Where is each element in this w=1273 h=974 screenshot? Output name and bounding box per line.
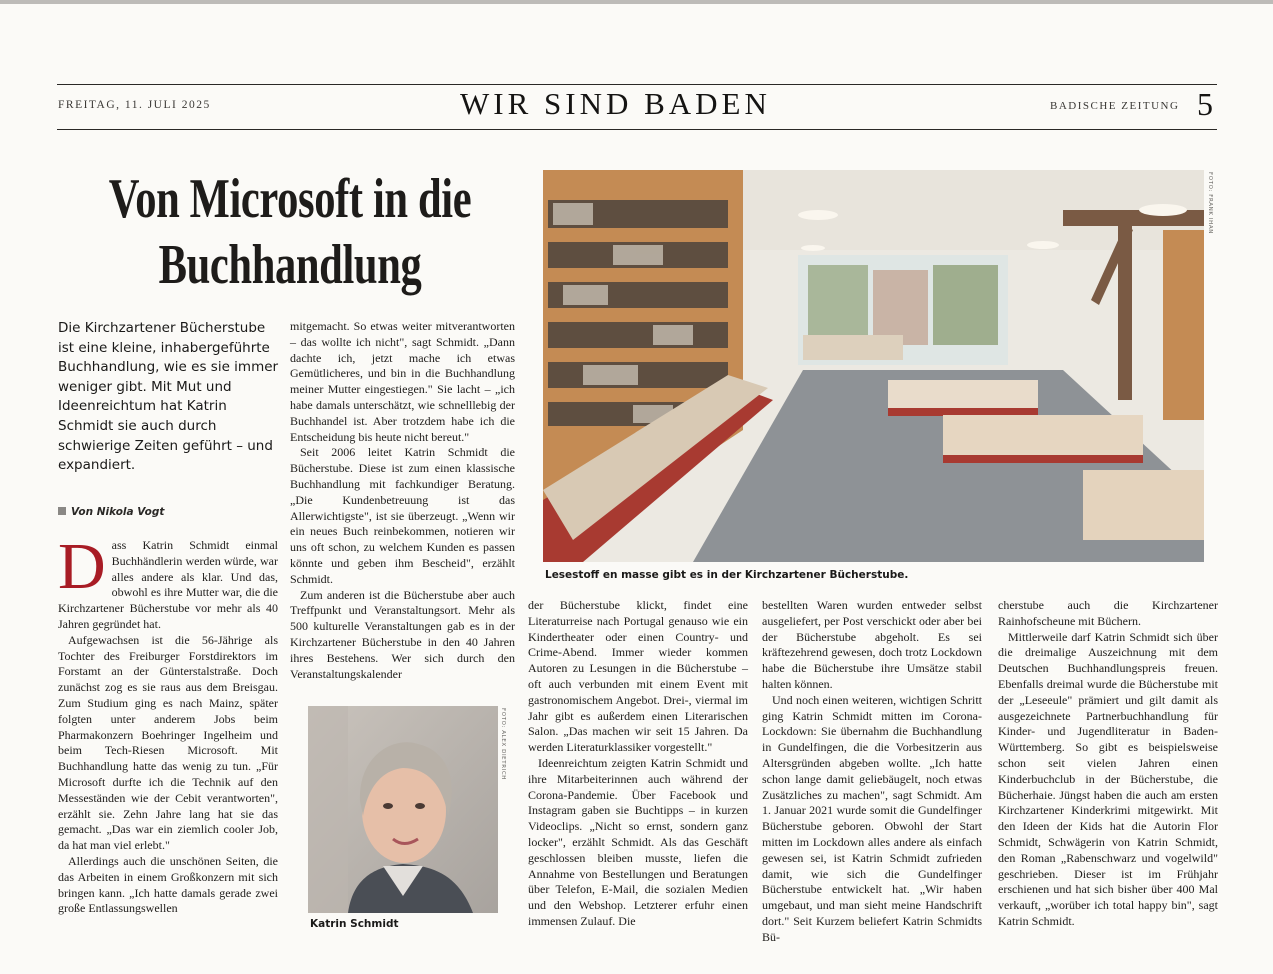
article-lead: Die Kirchzartener Bücherstube ist eine kleine, inhabergeführte Buchhandlung, wie es sie immer weniger gibt. Mit Mut und Ideenreichtum hat Katrin Schmidt sie auch durch schwierige Zeiten geführt – und expandiert. [58, 320, 279, 474]
drop-cap: D [58, 530, 106, 603]
portrait-photo [308, 706, 498, 913]
paragraph: mitgemacht. So etwas weiter mitverantworten – das wollte ich nicht", sagt Schmidt. „Dann dachte ich, jetzt mache ich etwas Gemütlicheres, und bin in die Buchhandlung meiner Mutter eingestiegen." Sie lacht – „ich habe damals unterschätzt, wie schnelllebig der Buchhandel ist. Aber trotzdem habe ich die Entscheidung bis heute nicht bereut." [290, 319, 515, 444]
masthead-top-rule [57, 84, 1217, 85]
article-column-3 [528, 598, 748, 934]
byline-text: Von Nikola Vogt [71, 506, 165, 518]
paragraph: cherstube auch die Kirchzartener Rainhofscheune mit Büchern. [998, 598, 1218, 628]
masthead-bottom-rule [57, 129, 1217, 130]
bookstore-image [543, 170, 1204, 562]
page-number: 5 [1197, 86, 1213, 122]
paragraph: bestellten Waren wurden entweder selbst ausgeliefert, per Post verschickt oder aber bei der Bücherstube abgeholt. Es sei kräftezehrend gewesen, doch trotz Lockdown habe die Bücherstube ihre Umsätze stabil halten können. [762, 598, 982, 691]
paragraph: Seit 2006 leitet Katrin Schmidt die Bücherstube. Diese ist zum einen klassische Buchhandlung mit fachkundiger Beratung. „Die Kundenbetreuung ist das Allerwichtigste", ist sie überzeugt. „Wenn wir ein neues Buch reinbekommen, notieren wir uns oft schon, zu welchem Kunden es passen könnte und geben ihm Bescheid", erzählt Schmidt. [290, 445, 515, 586]
masthead-date: FREITAG, 11. JULI 2025 [58, 99, 211, 111]
article-column-1 [58, 530, 278, 933]
portrait-caption: Katrin Schmidt [310, 918, 399, 930]
main-photo-credit: FOTO: FRANK IHAN [1207, 172, 1213, 234]
paragraph: ass Katrin Schmidt einmal Buchhändlerin werden würde, war alles andere als klar. Und das, obwohl es ihre Mutter war, die die Kirchzartener Bücherstube vor mehr als 40 Jahren gegründet hat. [58, 538, 278, 631]
main-photo-caption: Lesestoff en masse gibt es in der Kirchzartener Bücherstube. [545, 569, 909, 581]
article-column-2 [290, 319, 515, 695]
byline [58, 506, 164, 518]
paragraph: Ideenreichtum zeigten Katrin Schmidt und ihre Mitarbeiterinnen auch während der Corona-Pandemie. Über Facebook und Instagram gaben sie Buchtipps – in kurzen Videoclips. „Nicht so ernst, sondern ganz locker", erzählt Schmidt. Als das Geschäft geschlossen bleiben musste, liefen die Annahme von Bestellungen und Beratungen über Telefon, E-Mail, die sozialen Medien und den Webshop. Letzterer erfuhr einen immensen Zulauf. Die [528, 755, 748, 928]
byline-square-icon [58, 507, 66, 515]
article-column-5 [998, 598, 1218, 934]
paragraph: der Bücherstube klickt, findet eine Literaturreise nach Portugal genauso wie ein Kindertheater oder einen Country- und Crime-Abend. Immer wieder kommen Autoren zu Lesungen in die Bücherstube – oft auch verbunden mit einem Event mit gastronomischem Angebot. Drei-, viermal im Jahr gibt es außerdem einen Literarischen Salon. „Das machen wir seit 15 Jahren. Da werden Literaturklassiker vorgestellt." [528, 598, 748, 755]
article-column-4 [762, 598, 982, 944]
paragraph: Aufgewachsen ist die 56-Jährige als Tochter des Freiburger Forstdirektors im Forstamt an der Günterstalstraße. Doch zunächst zog es sie raus aus dem Breisgau. Zum Studium ging es nach Mainz, später folgten unter anderem Jobs beim Pharmakonzern Boehringer Ingelheim und beim Tech-Riesen Microsoft. Mit Buchhandlung hatte das wenig zu tun. „Für Microsoft durfte ich die Technik auf den Messeständen wie der Cebit verantworten", erzählt sie. Zehn Jahre lang hat sie das gemacht. „Das war ein ziemlich cooler Job, da hat man viel erlebt." [58, 632, 278, 853]
top-border [0, 0, 1273, 4]
paragraph: Und noch einen weiteren, wichtigen Schritt ging Katrin Schmidt mitten im Corona-Lockdown: Sie übernahm die Buchhandlung in Gundelfingen, die die Vorbesitzerin aus Altersgründen abgeben wollte. „Ich hatte schon lange damit geliebäugelt, noch etwas Zusätzliches zu machen", sagt Schmidt. Am 1. Januar 2021 wurde somit die Gundelfinger Bücherstube geboren. Obwohl der Start mitten im Lockdown alles andere als einfach gewesen sei, ist Katrin Schmidt zufrieden damit, wie sich die Gundelfinger Bücherstube entwickelt hat. „Wir haben umgebaut, und man sieht meine Handschrift dort." Seit Kurzem beliefert Katrin Schmidts Bü- [762, 692, 982, 944]
paragraph: Mittlerweile darf Katrin Schmidt sich über die dreimalige Auszeichnung mit dem Deutschen Buchhandlungspreis freuen. Ebenfalls dreimal wurde die Bücherstube mit der „Leseeule" prämiert und gilt damit als ausgezeichnete Partnerbuchhandlung für Kinder- und Jugendliteratur in Baden-Württemberg. So gibt es beispielsweise schon seit vielen Jahren einen Kinderbuchclub in der Bücherstube, die Bücherhaie. Jüngst haben die auch am ersten Kirchzartener Kinderkrimi mitgewirkt. Mit den Ideen der Kids hat die Autorin Flor Schmidt, Schwägerin von Katrin Schmidt, den Roman „Rabenschwarz und vogelwild" geschrieben. Dieser ist im Frühjahr erschienen und hat sich bisher über 400 Mal verkauft, „worüber ich total happy bin", sagt Katrin Schmidt. [998, 629, 1218, 928]
article-headline: Von Microsoft in die Buchhandlung [108, 168, 472, 296]
section-title: WIR SIND BADEN [460, 86, 771, 121]
portrait-photo-credit: FOTO: ALEX DIETRICH [500, 708, 506, 781]
bookstore-photo [543, 170, 1204, 562]
portrait-image [308, 706, 498, 913]
newspaper-name: BADISCHE ZEITUNG [1050, 100, 1180, 112]
paragraph: Allerdings auch die unschönen Seiten, die das Arbeiten in einem Großkonzern mit sich bringen kann. „Ich hatte damals gerade zwei große Entlassungswellen [58, 853, 278, 916]
paragraph: Zum anderen ist die Bücherstube aber auch Treffpunkt und Veranstaltungsort. Mehr als 500 kulturelle Veranstaltungen gab es in der Kirchzartener Bücherstube in den 40 Jahren ihres Bestehens. Wer sich durch den Veranstaltungskalender [290, 587, 515, 681]
